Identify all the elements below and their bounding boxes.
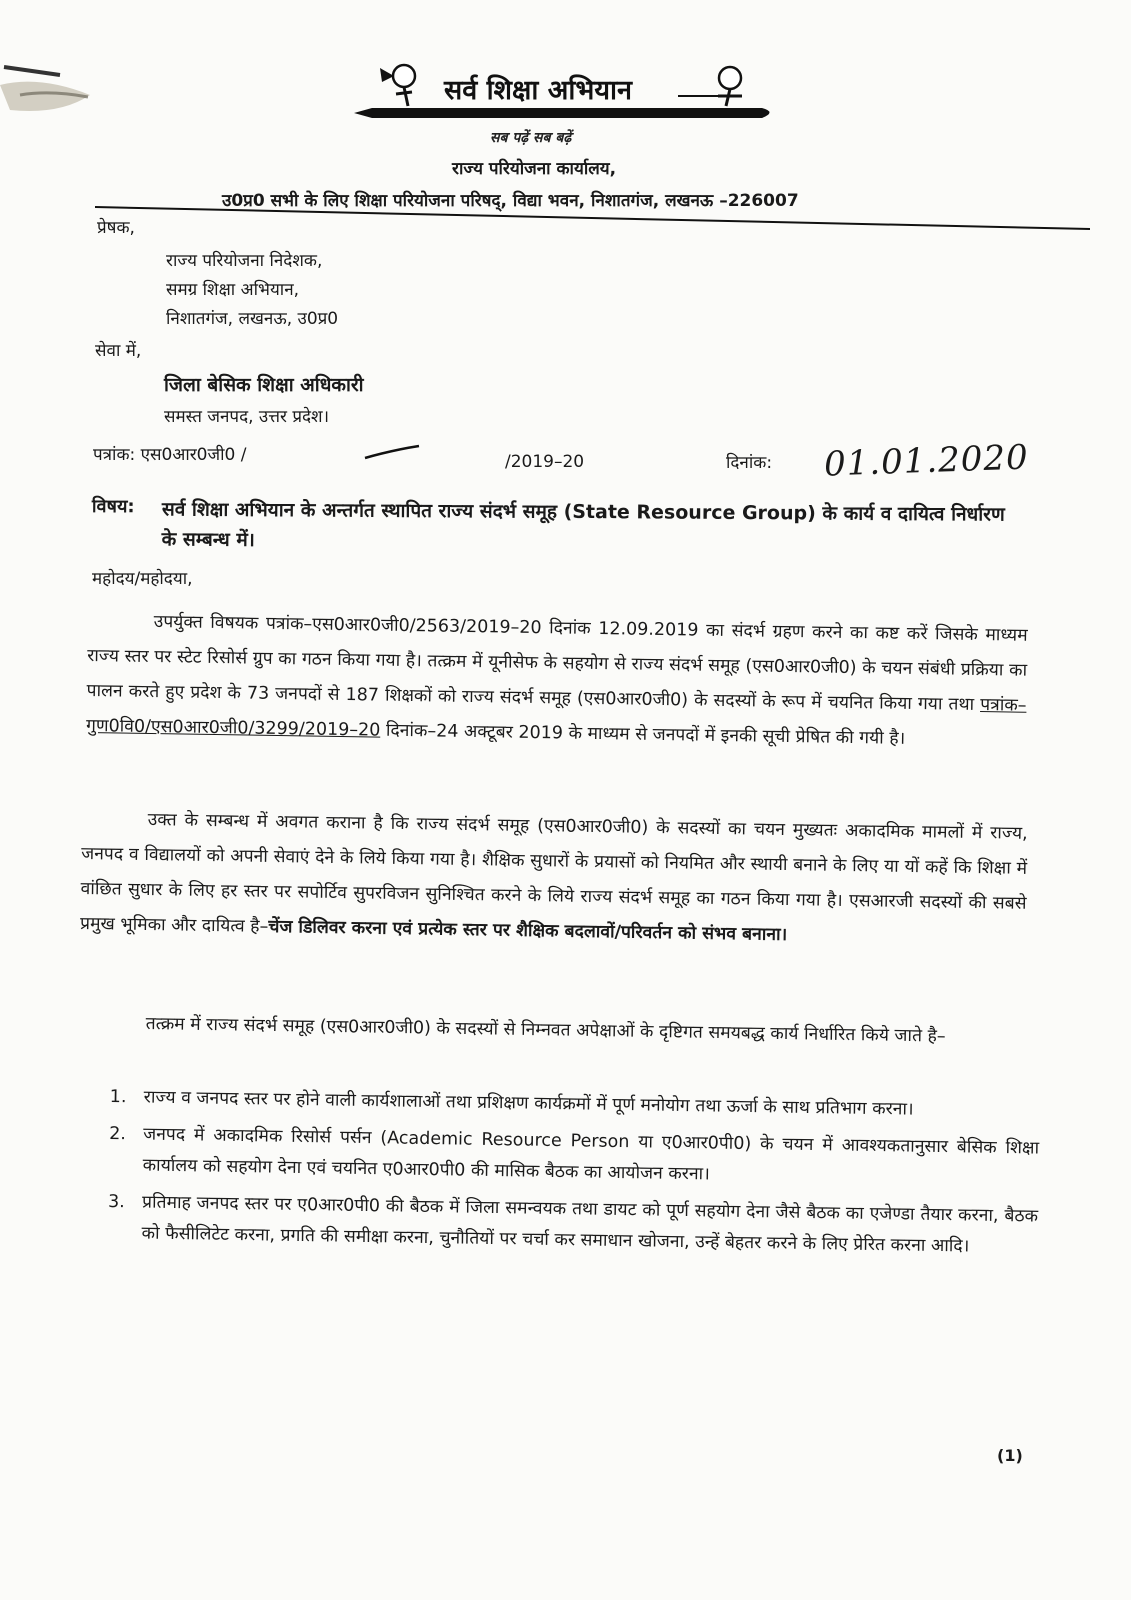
task-text: राज्य व जनपद स्तर पर होने वाली कार्यशालाओं तथा प्रशिक्षण कार्यक्रमों में पूर्ण मनोयोग तथा ऊर्जा के साथ प्रतिभाग करना। — [143, 1087, 914, 1120]
ssa-logo — [352, 56, 792, 136]
task-number: 2. — [109, 1123, 127, 1145]
subject — [92, 494, 1032, 560]
recipient-label: सेवा में, — [95, 341, 142, 361]
list-item — [107, 1187, 1038, 1264]
recipient-title: जिला बेसिक शिक्षा अधिकारी — [164, 374, 364, 396]
paragraph-1-text-a: उपर्युक्त विषयक पत्रांक–एस0आर0जी0/2563/2019–20 दिनांक 12.09.2019 का संदर्भ ग्रहण करने का कष्ट करें जिसके माध्यम राज्य स्तर पर स्टेट रिसोर्स ग्रुप का गठन किया गया है। तत्क्रम में यूनीसेफ के सहयोग से राज्य संदर्भ समूह (एस0आर0जी0) के चयन संबंधी प्रक्रिया का पालन करते हुए प्रदेश के 73 जनपदों से 187 शिक्षकों को राज्य संदर्भ समूह (एस0आर0जी0) के सदस्यों के रूप में चयनित किया गया तथा — [86, 612, 1028, 715]
paragraph-2 — [80, 802, 1028, 957]
staple-mark — [0, 55, 95, 135]
header-divider — [95, 205, 1090, 235]
paragraph-1-text-b: दिनांक–24 अक्टूबर 2019 के माध्यम से जनपदों में इनकी सूची प्रेषित की गयी है। — [385, 720, 906, 749]
sender-label: प्रेषक, — [97, 218, 135, 238]
subject-text: सर्व शिक्षा अभियान के अन्तर्गत स्थापित राज्य संदर्भ समूह (State Resource Group) के कार्य व दायित्व निर्धारण के सम्बन्ध में। — [161, 498, 1005, 551]
task-number: 1. — [109, 1086, 127, 1108]
handwritten-stroke — [363, 444, 423, 462]
task-list — [107, 1082, 1040, 1270]
office-address: उ0प्र0 सभी के लिए शिक्षा परियोजना परिषद्, विद्या भवन, निशातगंज, लखनऊ –226007 — [222, 191, 799, 211]
paragraph-2-text: उक्त के सम्बन्ध में अवगत कराना है कि राज्य संदर्भ समूह (एस0आर0जी0) के सदस्यों का चयन मुख्यतः अकादमिक मामलों में राज्य, जनपद व विद्यालयों को अपनी सेवाएं देने के लिये किया गया है। शैक्षिक सुधारों के प्रयासों को नियमित और स्थायी बनाने के लिए या यों कहें कि शिक्षा में वांछित सुधार के लिए हर स्तर पर सपोर्टिव सुपरविजन सुनिश्चित करने के लिये राज्य संदर्भ समूह का गठन किया गया है। एसआरजी सदस्यों की सबसे प्रमुख भूमिका और दायित्व है– — [79, 810, 1028, 937]
reference-year: /2019–20 — [505, 452, 585, 472]
subject-label: विषय: — [91, 495, 135, 518]
task-text: जनपद में अकादमिक रिसोर्स पर्सन (Academic Resource Person या ए0आर0पी0) के चयन में आवश्यकतानुसार बेसिक शिक्षा कार्यालय को सहयोग देना एवं चयनित ए0आर0पी0 की मासिक बैठक का आयोजन करना। — [142, 1124, 1040, 1185]
office-title: राज्य परियोजना कार्यालय, — [452, 159, 617, 179]
sender-line-2: समग्र शिक्षा अभियान, — [166, 280, 300, 300]
page-number: (1) — [997, 1446, 1023, 1465]
logo-tagline: सब पढ़ें सब बढ़ें — [490, 130, 572, 146]
logo-title: सर्व शिक्षा अभियान — [444, 75, 633, 106]
paragraph-2-bold-text: चेंज डिलिवर करना एवं प्रत्येक स्तर पर शैक्षिक बदलावों/परिवर्तन को संभव बनाना। — [268, 916, 788, 946]
sender-line-3: निशातगंज, लखनऊ, उ0प्र0 — [166, 309, 339, 329]
handwritten-date: 01.01.2020 — [823, 437, 1030, 485]
recipient-line-2: समस्त जनपद, उत्तर प्रदेश। — [164, 407, 330, 427]
list-item — [108, 1119, 1039, 1196]
sender-line-1: राज्य परियोजना निदेशक, — [166, 251, 323, 271]
paragraph-1-reference: पत्रांक–गुण0वि0/एस0आर0जी0/3299/2019–20 — [85, 695, 1027, 741]
task-text: प्रतिमाह जनपद स्तर पर ए0आर0पी0 की बैठक में जिला समन्वयक तथा डायट को पूर्ण सहयोग देना जैसे बैठक का एजेण्डा तैयार करना, बैठक को फैसीलिटेट करना, प्रगति की समीक्षा करना, चुनौतियों पर चर्चा कर समाधान खोजना, उन्हें बेहतर करने के लिए प्रेरित करना आदि। — [141, 1192, 1039, 1257]
paragraph-1 — [86, 604, 1028, 759]
date-label: दिनांक: — [726, 453, 773, 473]
salutation: महोदय/महोदया, — [92, 569, 193, 589]
paragraph-3-text: तत्क्रम में राज्य संदर्भ समूह (एस0आर0जी0) के सदस्यों से निम्नवत अपेक्षाओं के दृष्टिगत समयबद्ध कार्य निर्धारित किये जाते है– — [145, 1014, 946, 1047]
task-number: 3. — [107, 1191, 125, 1213]
patrank-label: पत्रांक: एस0आर0जी0 / — [93, 445, 247, 465]
paragraph-3 — [79, 1006, 1027, 1056]
